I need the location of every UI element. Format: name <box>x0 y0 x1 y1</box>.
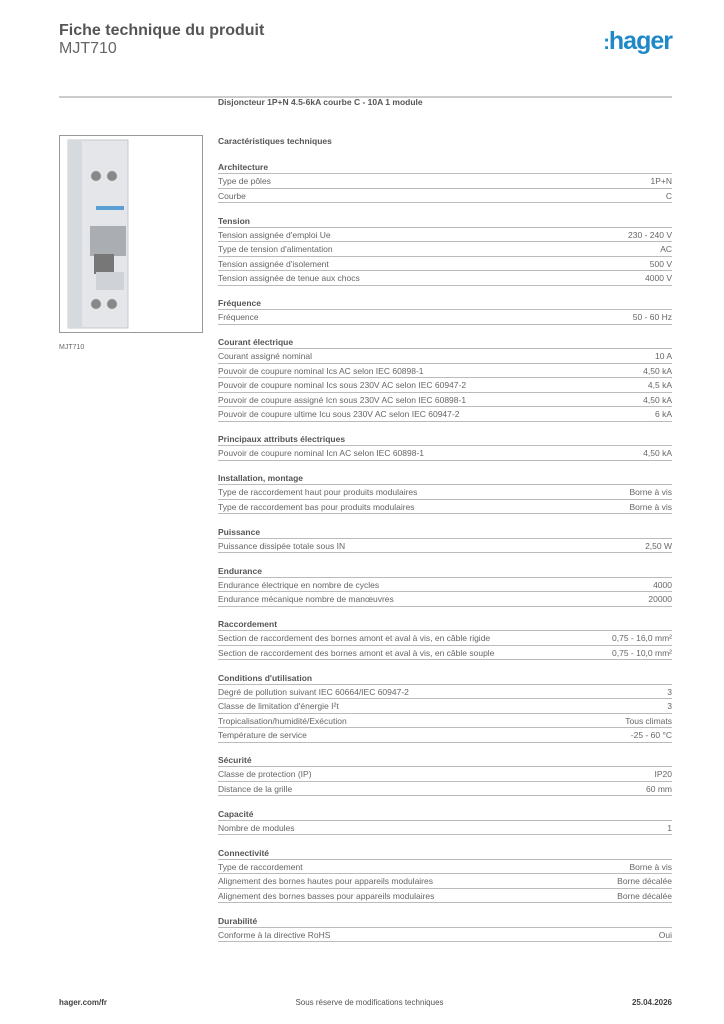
spec-section <box>218 432 672 461</box>
spec-label: Distance de la grille <box>218 783 293 794</box>
spec-row <box>218 485 672 500</box>
spec-value: IP20 <box>654 769 672 779</box>
product-reference: MJT710 <box>59 40 117 57</box>
spec-row <box>218 242 672 257</box>
spec-row <box>218 728 672 743</box>
section-title: Courant électrique <box>218 335 672 349</box>
spec-section <box>218 617 672 660</box>
spec-label: Degré de pollution suivant IEC 60664/IEC 60947-2 <box>218 686 409 697</box>
spec-label: Puissance dissipée totale sous IN <box>218 540 346 551</box>
spec-row <box>218 364 672 379</box>
spec-value: 1 <box>667 822 672 833</box>
spec-label: Type de raccordement bas pour produits modulaires <box>218 501 415 512</box>
spec-section <box>218 160 672 203</box>
product-description: Disjoncteur 1P+N 4.5-6kA courbe C - 10A 1 module <box>218 97 423 107</box>
spec-section <box>218 671 672 743</box>
spec-value: -25 - 60 °C <box>630 730 672 740</box>
spec-label: Tropicalisation/humidité/Exécution <box>218 715 347 726</box>
spec-row <box>218 393 672 408</box>
product-image <box>59 135 203 333</box>
spec-label: Tension assignée de tenue aux chocs <box>218 273 360 283</box>
section-title: Tension <box>218 214 672 228</box>
specs-title: Caractéristiques techniques <box>218 136 332 146</box>
section-title: Fréquence <box>218 296 672 310</box>
spec-row <box>218 446 672 461</box>
spec-label: Pouvoir de coupure nominal Ics AC selon IEC 60898-1 <box>218 365 424 376</box>
section-title: Durabilité <box>218 914 672 928</box>
spec-value: 3 <box>667 701 672 711</box>
spec-value: Oui <box>658 929 672 940</box>
spec-label: Type de raccordement haut pour produits modulaires <box>218 487 418 497</box>
spec-row <box>218 889 672 904</box>
spec-label: Pouvoir de coupure nominal Icn AC selon IEC 60898-1 <box>218 448 425 458</box>
spec-value: Tous climats <box>625 715 672 726</box>
spec-label: Tension assignée d'isolement <box>218 258 329 269</box>
section-title: Capacité <box>218 807 672 821</box>
spec-label: Fréquence <box>218 312 259 322</box>
spec-value: 60 mm <box>646 783 672 794</box>
spec-label: Type de pôles <box>218 176 271 186</box>
spec-row <box>218 646 672 661</box>
spec-label: Endurance mécanique nombre de manœuvres <box>218 594 394 604</box>
spec-value: 10 A <box>654 351 672 361</box>
image-caption: MJT710 <box>59 344 85 351</box>
spec-row <box>218 271 672 286</box>
spec-value: 230 - 240 V <box>628 229 672 240</box>
spec-label: Courant assigné nominal <box>218 351 313 361</box>
section-title: Architecture <box>218 160 672 174</box>
spec-row <box>218 767 672 782</box>
spec-row <box>218 189 672 204</box>
spec-label: Classe de protection (IP) <box>218 769 312 779</box>
spec-value: Borne décalée <box>617 890 672 901</box>
spec-row <box>218 714 672 729</box>
spec-row <box>218 174 672 189</box>
section-title: Puissance <box>218 525 672 539</box>
spec-label: Alignement des bornes basses pour appareils modulaires <box>218 890 435 901</box>
spec-value: 500 V <box>649 258 672 269</box>
footer-date: 25.04.2026 <box>631 998 672 1007</box>
spec-label: Courbe <box>218 190 246 201</box>
spec-value: 4000 V <box>645 273 672 283</box>
spec-value: 4,5 kA <box>647 380 672 390</box>
footer-website[interactable]: hager.com/fr <box>59 998 108 1007</box>
spec-label: Pouvoir de coupure nominal Ics sous 230V AC selon IEC 60947-2 <box>218 380 467 390</box>
section-title: Principaux attributs électriques <box>218 432 672 446</box>
spec-value: Borne à vis <box>629 861 672 872</box>
spec-row <box>218 228 672 243</box>
spec-value: 4,50 kA <box>643 394 672 405</box>
spec-row <box>218 310 672 325</box>
spec-value: 1P+N <box>650 176 672 186</box>
spec-row <box>218 782 672 797</box>
spec-row <box>218 928 672 943</box>
spec-value: 0,75 - 10,0 mm² <box>612 647 672 658</box>
spec-value: 6 kA <box>654 409 672 419</box>
spec-row <box>218 860 672 875</box>
spec-label: Pouvoir de coupure assigné Icn sous 230V AC selon IEC 60898-1 <box>218 394 467 405</box>
spec-value: AC <box>660 244 672 254</box>
spec-section <box>218 846 672 904</box>
spec-row <box>218 500 672 515</box>
spec-label: Section de raccordement des bornes amont et aval à vis, en câble souple <box>218 647 495 658</box>
spec-row <box>218 578 672 593</box>
section-title: Endurance <box>218 564 672 578</box>
spec-section <box>218 471 672 514</box>
spec-row <box>218 631 672 646</box>
spec-value: 4,50 kA <box>643 448 672 458</box>
section-title: Conditions d'utilisation <box>218 671 672 685</box>
spec-label: Classe de limitation d'énergie I²t <box>218 701 339 711</box>
section-title: Sécurité <box>218 753 672 767</box>
spec-value: 3 <box>667 686 672 697</box>
spec-label: Section de raccordement des bornes amont et aval à vis, en câble rigide <box>218 633 491 643</box>
spec-section <box>218 807 672 836</box>
spec-value: Borne décalée <box>617 876 672 886</box>
spec-section <box>218 525 672 554</box>
spec-value: Borne à vis <box>629 487 672 497</box>
specs-table <box>218 136 672 953</box>
spec-row <box>218 699 672 714</box>
spec-row <box>218 539 672 554</box>
spec-value: 4000 <box>653 579 672 590</box>
spec-label: Température de service <box>218 730 307 740</box>
spec-label: Endurance électrique en nombre de cycles <box>218 579 380 590</box>
section-title: Raccordement <box>218 617 672 631</box>
spec-section <box>218 753 672 796</box>
spec-value: Borne à vis <box>629 501 672 512</box>
spec-row <box>218 349 672 364</box>
spec-value: 4,50 kA <box>643 365 672 376</box>
spec-section <box>218 564 672 607</box>
spec-value: C <box>665 190 672 201</box>
spec-row <box>218 821 672 836</box>
spec-section <box>218 335 672 422</box>
spec-row <box>218 685 672 700</box>
spec-row <box>218 257 672 272</box>
spec-label: Type de raccordement <box>218 861 303 872</box>
section-title: Installation, montage <box>218 471 672 485</box>
spec-label: Type de tension d'alimentation <box>218 244 333 254</box>
spec-section <box>218 296 672 325</box>
footer <box>59 998 672 1007</box>
spec-row <box>218 874 672 889</box>
spec-row <box>218 407 672 422</box>
spec-label: Alignement des bornes hautes pour appareils modulaires <box>218 876 433 886</box>
spec-value: 2,50 W <box>645 540 672 551</box>
spec-row <box>218 592 672 607</box>
hager-logo: :hager <box>603 27 672 55</box>
spec-label: Conforme à la directive RoHS <box>218 929 331 940</box>
spec-section <box>218 914 672 943</box>
spec-label: Pouvoir de coupure ultime Icu sous 230V AC selon IEC 60947-2 <box>218 409 460 419</box>
spec-value: 20000 <box>648 594 672 604</box>
spec-label: Nombre de modules <box>218 822 295 833</box>
page-title: Fiche technique du produit <box>59 22 265 39</box>
spec-row <box>218 378 672 393</box>
section-title: Connectivité <box>218 846 672 860</box>
spec-label: Tension assignée d'emploi Ue <box>218 229 331 240</box>
footer-notice: Sous réserve de modifications techniques <box>295 998 444 1007</box>
spec-value: 50 - 60 Hz <box>632 312 672 322</box>
spec-value: 0,75 - 16,0 mm² <box>612 633 672 643</box>
spec-section <box>218 214 672 286</box>
